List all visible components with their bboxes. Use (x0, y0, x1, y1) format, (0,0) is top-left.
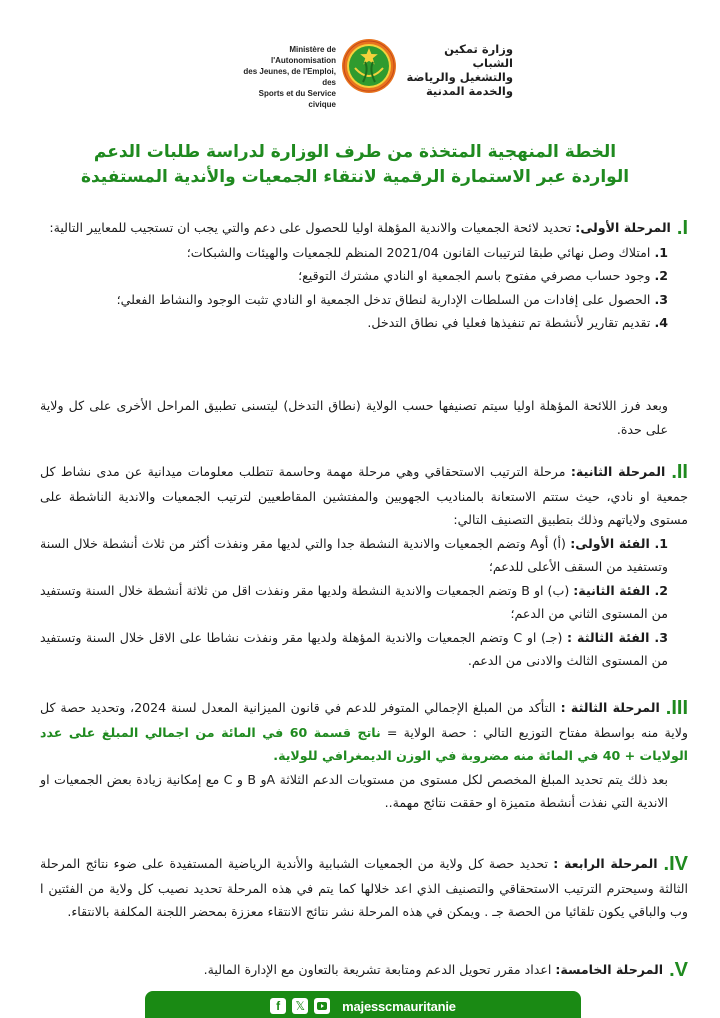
social-handle[interactable]: majesscmauritanie (342, 998, 456, 1014)
youtube-icon[interactable] (314, 998, 330, 1014)
distribution-formula: ناتج قسمة 60 في المائة من اجمالي المبلغ على عدد الولايات + 40 في المائة منه مضروبة في الوزن الديمغرافي للولاية. (40, 724, 688, 763)
list-item (40, 264, 668, 288)
item-number: 4. (654, 315, 668, 330)
phase-2 (40, 460, 688, 673)
item-text: (أ) أوA وتضم الجمعيات والاندية النشطة جدا والتي لديها مقر ونفذت أكثر من ثلاث أنشطة خلال السنة وتستفيد من السقف الأعلى للدعم؛ (40, 535, 668, 574)
item-number: 3. (654, 629, 668, 645)
ministry-ar-line: والتشغيل والرياضة (406, 70, 513, 84)
phase-1-note (40, 394, 688, 441)
item-text: تقديم تقارير لأنشطة تم تنفيذها فعليا في نطاق التدخل. (367, 315, 655, 330)
list-item (40, 626, 668, 673)
phase-intro: التأكد من المبلغ الإجمالي المتوفر للدعم في قانون الميزانية المعدل لسنة 2024، وتحديد حصة كل ولاية منه بواسطة مفتاح التوزيع التالي : حصة الولاية = (40, 700, 688, 740)
mauritania-emblem-icon (341, 38, 397, 94)
item-text: (ب) او B وتضم الجمعيات والاندية النشطة ولديها مقر ونفذت اقل من ثلاثة أنشطة خلال السنة وتستفيد من المستوى الثاني من الدعم؛ (40, 582, 668, 621)
phase-numeral: IV. (663, 853, 688, 875)
ministry-ar-line: وزارة تمكين الشباب (444, 42, 513, 70)
item-text: الحصول على إفادات من السلطات الإدارية لنطاق تدخل الجمعية او النادي تثبت الوجود والنشاط الفعلي؛ (116, 291, 655, 307)
list-item (40, 579, 668, 626)
phase-numeral: V. (669, 959, 688, 981)
category-list (40, 532, 688, 673)
item-number: 3. (654, 291, 668, 307)
list-item (40, 311, 668, 335)
phase-intro: مرحلة الترتيب الاستحقاقي وهي مرحلة مهمة وحاسمة تتطلب معلومات ميدانية عن مدى نشاط كل جمعية او نادي، حيث ستتم الاستعانة بالمناديب الجهويين والمفتشين المقاطعيين لترتيب الجمعيات والاندية الناشطة على مستوى ولاياتهم وذلك بتطبيق التصنيف التالي: (40, 464, 688, 527)
item-label: الفئة الأولى: (570, 535, 655, 551)
ministry-header (0, 38, 720, 109)
phase-label: المرحلة الأولى: (575, 220, 671, 235)
phase-note: بعد ذلك يتم تحديد المبلغ المخصص لكل مستوى من مستويات الدعم الثلاثة Aو B و C مع إمكانية زيادة بعض الجمعيات او الاندية التي نفذت أنشطة متميزة او حققت نتائج مهمة.. (40, 771, 668, 810)
phase-5 (40, 958, 688, 983)
ministry-name-french (236, 44, 336, 110)
ministry-ar-line: والخدمة المدنية (425, 84, 513, 98)
item-text: امتلاك وصل نهائي طبقا لترتيبات القانون 2021/04 المنظم للجمعيات والهيئات والشبكات؛ (186, 244, 655, 260)
title-line-2: الواردة عبر الاستمارة الرقمية لانتقاء الجمعيات والأندية المستفيدة (80, 167, 630, 187)
phase-4 (40, 852, 688, 924)
x-twitter-icon[interactable]: 𝕏 (292, 998, 308, 1014)
phase-numeral: III. (665, 697, 689, 719)
phase-numeral: I. (676, 217, 688, 239)
item-label: الفئة الثالثة : (567, 629, 655, 645)
phase-numeral: II. (671, 461, 688, 483)
social-footer-bar (145, 991, 581, 1018)
item-number: 2. (654, 582, 668, 598)
item-label: الفئة الثانية: (573, 582, 655, 598)
phase-intro: تحديد لائحة الجمعيات والاندية المؤهلة اوليا للحصول على دعم والتي يجب ان تستجيب للمعايير التالية: (49, 220, 576, 235)
phase-1 (40, 216, 688, 335)
item-number: 2. (654, 268, 668, 283)
phase-label: المرحلة الخامسة: (555, 962, 664, 977)
list-item (40, 288, 668, 312)
item-number: 1. (654, 244, 668, 260)
title-line-1: الخطة المنهجية المتخذة من طرف الوزارة لدراسة طلبات الدعم (93, 142, 617, 162)
ministry-name-arabic (403, 42, 513, 98)
item-text: وجود حساب مصرفي مفتوح باسم الجمعية او النادي مشترك التوقيع؛ (298, 268, 655, 283)
document-title (40, 140, 670, 190)
facebook-icon[interactable]: f (270, 998, 286, 1014)
note-text: وبعد فرز اللائحة المؤهلة اوليا سيتم تصنيفها حسب الولاية (نطاق التدخل) ليتسنى تطبيق المراحل الأخرى على كل ولاية على حدة. (40, 398, 668, 437)
criteria-list (40, 241, 688, 335)
item-number: 1. (654, 535, 668, 551)
phase-label: المرحلة الثالثة : (560, 700, 660, 715)
phase-text: اعداد مقرر تحويل الدعم ومتابعة تشريعة بالتعاون مع الإدارة المالية. (203, 962, 556, 977)
ministry-fr-line: Sports et du Service civique (258, 89, 336, 109)
phase-label: المرحلة الرابعة : (553, 856, 658, 871)
ministry-fr-line: des Jeunes, de l'Emploi, des (243, 67, 336, 87)
phase-label: المرحلة الثانية: (570, 464, 666, 479)
phase-text: تحديد حصة كل ولاية من الجمعيات الشبابية والأندية الرياضية المستفيدة على ضوء نتائج المرحلة الثالثة وسيحترم الترتيب الاستحقاقي والتصنيف الذي اعد خلالها كما يتم في هذه المرحلة تحديد نصيب كل ولاية من الفئتين ا وب والباقي يكون تلقائيا من الحصة جـ . ويمكن في هذه المرحلة نشر نتائج الانتقاء معززة بمحضر اللجنة المكلفة بالانتقاء. (40, 856, 688, 919)
ministry-fr-line: Ministère de l'Autonomisation (270, 45, 336, 65)
list-item (40, 532, 668, 579)
phase-3 (40, 696, 688, 815)
item-text: (جـ) او C وتضم الجمعيات والاندية المؤهلة ولديها مقر ونفذت نشاطا على الاقل خلال السنة وتستفيد من المستوى الثالث والادنى من الدعم. (40, 629, 668, 668)
list-item (40, 241, 668, 265)
